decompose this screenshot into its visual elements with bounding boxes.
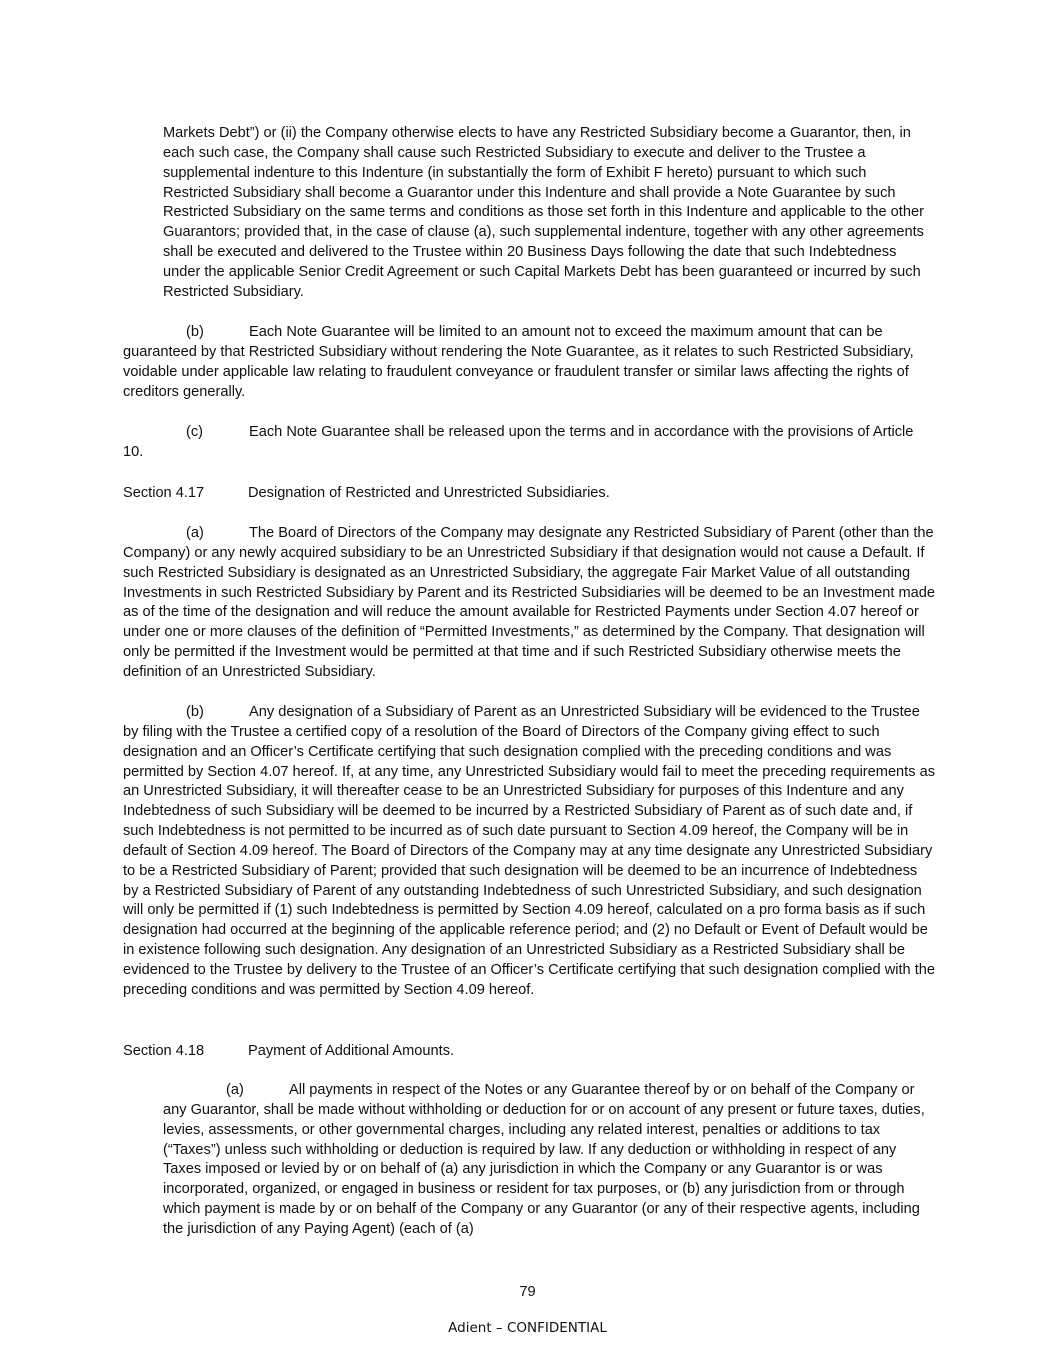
section-4-17-number: Section 4.17 (123, 485, 205, 501)
clause-c-text: Each Note Guarantee shall be released upon the terms and in accordance with the provisions of Article 10. (123, 424, 914, 460)
section-4-17-b-text: Any designation of a Subsidiary of Parent as an Unrestricted Subsidiary will be evidenced to the Trustee by filing with the Trustee a certified copy of a resolution of the Board of Directors of the Company giving effect to such designation and an Officer’s Certificate certifying that such designation complied with the preceding conditions and was permitted by Section 4.07 hereof. If, at any time, any Unrestricted Subsidiary would fail to meet the preceding requirements as an Unrestricted Subsidiary, it will thereafter cease to be an Unrestricted Subsidiary for purposes of this Indenture and any Indebtedness of such Subsidiary will be deemed to be incurred by a Restricted Subsidiary of Parent as of such date and, if such Indebtedness is not permitted to be incurred as of such date pursuant to Section 4.09 hereof, the Company will be in default of Section 4.09 hereof. The Board of Directors of the Company may at any time designate any Unrestricted Subsidiary to be a Restricted Subsidiary of Parent; provided that such designation will be deemed to be an incurrence of Indebtedness by a Restricted Subsidiary of Parent of any outstanding Indebtedness of such Unrestricted Subsidiary, and such designation will only be permitted if (1) such Indebtedness is permitted by Section 4.09 hereof, calculated on a pro forma basis as if such designation had occurred at the beginning of the applicable reference period; and (2) no Default or Event of Default would be in existence following such designation. Any designation of an Unrestricted Subsidiary as a Restricted Subsidiary shall be evidenced to the Trustee by delivery to the Trustee of an Officer’s Certificate certifying that such designation complied with the preceding conditions and was permitted by Section 4.09 hereof. (123, 704, 936, 998)
section-4-18-a-paragraph (163, 1081, 933, 1240)
section-4-17-b-label: (b) (186, 704, 204, 720)
confidential-footer: Adient – CONFIDENTIAL (448, 1320, 607, 1336)
page-number: 79 (519, 1284, 536, 1300)
section-4-17-title: Designation of Restricted and Unrestricted Subsidiaries. (248, 485, 610, 501)
section-4-17-b-paragraph (123, 703, 935, 1001)
section-4-17-a-paragraph (123, 524, 935, 683)
section-4-18-heading (123, 1042, 935, 1062)
clause-c-label: (c) (186, 424, 204, 440)
clause-b-label: (b) (186, 324, 204, 340)
clause-b-text: Each Note Guarantee will be limited to an amount not to exceed the maximum amount that can be guaranteed by that Restricted Subsidiary without rendering the Note Guarantee, as it relates to such Restricted Subsidiary, voidable under applicable law relating to fraudulent conveyance or fraudulent transfer or similar laws affecting the rights of creditors generally. (123, 324, 914, 400)
section-4-18-a-text: All payments in respect of the Notes or any Guarantee thereof by or on behalf of the Company or any Guarantor, shall be made without withholding or deduction for or on account of any present or future taxes, duties, levies, assessments, or other governmental charges, including any related interest, penalties or additions to tax (“Taxes”) unless such withholding or deduction is required by law. If any deduction or withholding in respect of any Taxes imposed or levied by or on behalf of (a) any jurisdiction in which the Company or any Guarantor is or was incorporated, organized, or engaged in business or resident for tax purposes, or (b) any jurisdiction from or through which payment is made by or on behalf of the Company or any Guarantor (or any of their respective agents, including the jurisdiction of any Paying Agent) (each of (a) (163, 1082, 925, 1237)
clause-c-paragraph (123, 423, 935, 463)
section-4-17-a-text: The Board of Directors of the Company may designate any Restricted Subsidiary of Parent (other than the Company) or any newly acquired subsidiary to be an Unrestricted Subsidiary if that designation would not cause a Default. If such Restricted Subsidiary is designated as an Unrestricted Subsidiary, the aggregate Fair Market Value of all outstanding Investments in such Restricted Subsidiary by Parent and its Restricted Subsidiaries will be deemed to be an Investment made as of the time of the designation and will reduce the amount available for Restricted Payments under Section 4.07 hereof or under one or more clauses of the definition of “Permitted Investments,” as determined by the Company. That designation will only be permitted if the Investment would be permitted at that time and if such Restricted Subsidiary otherwise meets the definition of an Unrestricted Subsidiary. (123, 525, 935, 680)
clause-b-paragraph (123, 323, 935, 402)
continuation-paragraph: Markets Debt”) or (ii) the Company otherwise elects to have any Restricted Subsidiary become a Guarantor, then, in each such case, the Company shall cause such Restricted Subsidiary to execute and deliver to the Trustee a supplemental indenture to this Indenture (in substantially the form of Exhibit F hereto) pursuant to which such Restricted Subsidiary shall become a Guarantor under this Indenture and shall provide a Note Guarantee by such Restricted Subsidiary on the same terms and conditions as those set forth in this Indenture and applicable to the other Guarantors; provided that, in the case of clause (a), such supplemental indenture, together with any other agreements shall be executed and delivered to the Trustee within 20 Business Days following the date that such Indebtedness under the applicable Senior Credit Agreement or such Capital Markets Debt has been guaranteed or incurred by such Restricted Subsidiary. (163, 125, 924, 300)
section-4-18-title: Payment of Additional Amounts. (248, 1043, 455, 1059)
section-4-17-heading (123, 484, 935, 504)
section-4-18-number: Section 4.18 (123, 1043, 205, 1059)
section-4-17-a-label: (a) (186, 525, 204, 541)
section-4-18-a-label: (a) (226, 1082, 244, 1098)
